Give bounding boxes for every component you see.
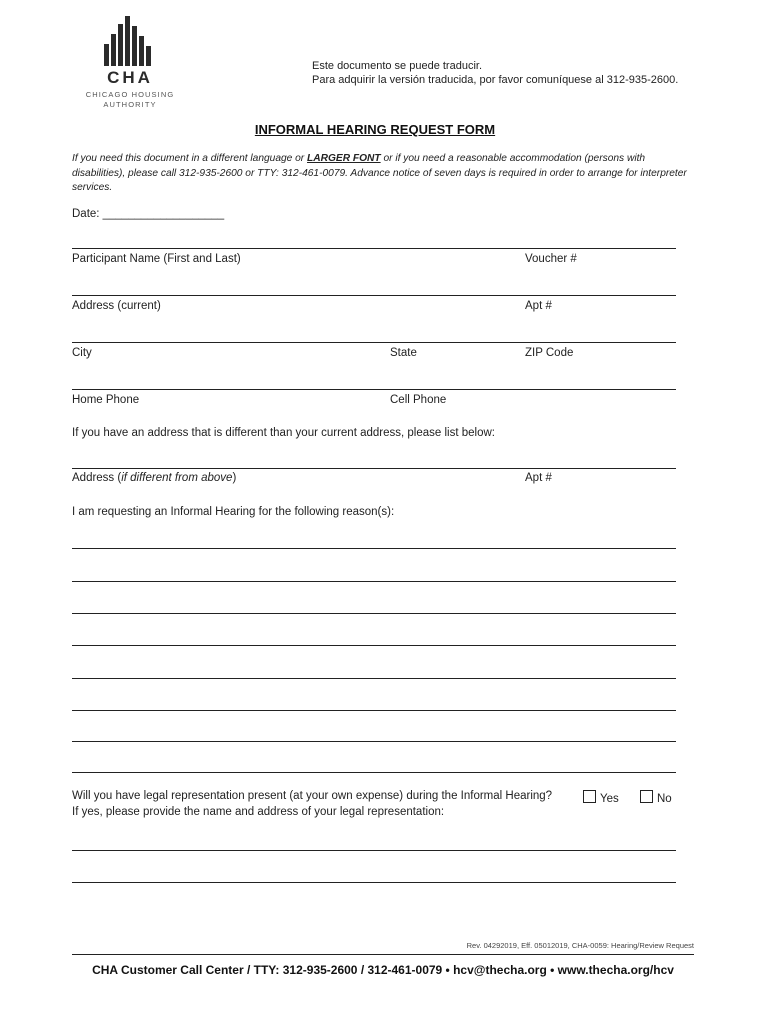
home-phone-label: Home Phone bbox=[72, 394, 140, 406]
voucher-label: Voucher # bbox=[525, 253, 577, 265]
alt-address-label: Address (if different from above) bbox=[72, 472, 237, 484]
alt-address-line[interactable] bbox=[72, 468, 676, 469]
address-current-label: Address (current) bbox=[72, 300, 161, 312]
legal-rep-line[interactable] bbox=[72, 850, 676, 851]
state-label: State bbox=[390, 347, 417, 359]
reason-line[interactable] bbox=[72, 548, 676, 549]
reason-line[interactable] bbox=[72, 581, 676, 582]
alt-apt-label: Apt # bbox=[525, 472, 552, 484]
apt-label: Apt # bbox=[525, 300, 552, 312]
zip-label: ZIP Code bbox=[525, 347, 574, 359]
larger-font-emphasis: LARGER FONT bbox=[307, 153, 381, 164]
checkbox-icon[interactable] bbox=[583, 790, 596, 803]
reason-line[interactable] bbox=[72, 678, 676, 679]
footer-contact: CHA Customer Call Center / TTY: 312-935-2600 / 312-461-0079 • hcv@thecha.org • www.thecha.org/hcv bbox=[92, 963, 674, 977]
no-checkbox[interactable]: No bbox=[640, 790, 672, 805]
reason-line[interactable] bbox=[72, 772, 676, 773]
legal-followup: If yes, please provide the name and address of your legal representation: bbox=[72, 806, 445, 818]
checkbox-icon[interactable] bbox=[640, 790, 653, 803]
revision-note: Rev. 04292019, Eff. 05012019, CHA-0059: Hearing/Review Request bbox=[466, 941, 694, 950]
date-field[interactable]: Date: ___________________ bbox=[72, 208, 225, 220]
translation-note-line2: Para adquirir la versión traducida, por favor comuníquese al 312-935-2600. bbox=[312, 74, 679, 86]
address-line[interactable] bbox=[72, 295, 676, 296]
footer-divider bbox=[72, 954, 694, 955]
reason-line[interactable] bbox=[72, 710, 676, 711]
logo-wordmark: CHA bbox=[107, 68, 153, 87]
city-state-zip-line[interactable] bbox=[72, 342, 676, 343]
logo-subtitle: CHICAGO HOUSING AUTHORITY bbox=[85, 90, 175, 109]
reason-line[interactable] bbox=[72, 645, 676, 646]
city-label: City bbox=[72, 347, 92, 359]
legal-question: Will you have legal representation present (at your own expense) during the Informal Hearing? bbox=[72, 790, 553, 802]
skyline-icon bbox=[104, 16, 154, 66]
alt-address-prompt: If you have an address that is different than your current address, please list below: bbox=[72, 427, 495, 439]
yes-checkbox[interactable]: Yes bbox=[583, 790, 619, 805]
translation-note bbox=[312, 59, 678, 87]
legal-rep-line[interactable] bbox=[72, 882, 676, 883]
reason-line[interactable] bbox=[72, 613, 676, 614]
reason-line[interactable] bbox=[72, 741, 676, 742]
reasons-prompt: I am requesting an Informal Hearing for the following reason(s): bbox=[72, 506, 395, 518]
cell-phone-label: Cell Phone bbox=[390, 394, 447, 406]
translation-note-line1: Este documento se puede traducir. bbox=[312, 60, 482, 72]
participant-name-label: Participant Name (First and Last) bbox=[72, 253, 241, 265]
intro-paragraph: If you need this document in a different language or LARGER FONT or if you need a reasonable accommodation (persons with disabilities), please call 312-935-2600 or TTY: 312-461-0079. Advance notice of seven days is required in order to arrange for interpreter services. bbox=[72, 153, 687, 193]
cha-logo bbox=[82, 16, 178, 116]
form-title: INFORMAL HEARING REQUEST FORM bbox=[254, 122, 496, 137]
phone-line[interactable] bbox=[72, 389, 676, 390]
participant-name-line[interactable] bbox=[72, 248, 676, 249]
